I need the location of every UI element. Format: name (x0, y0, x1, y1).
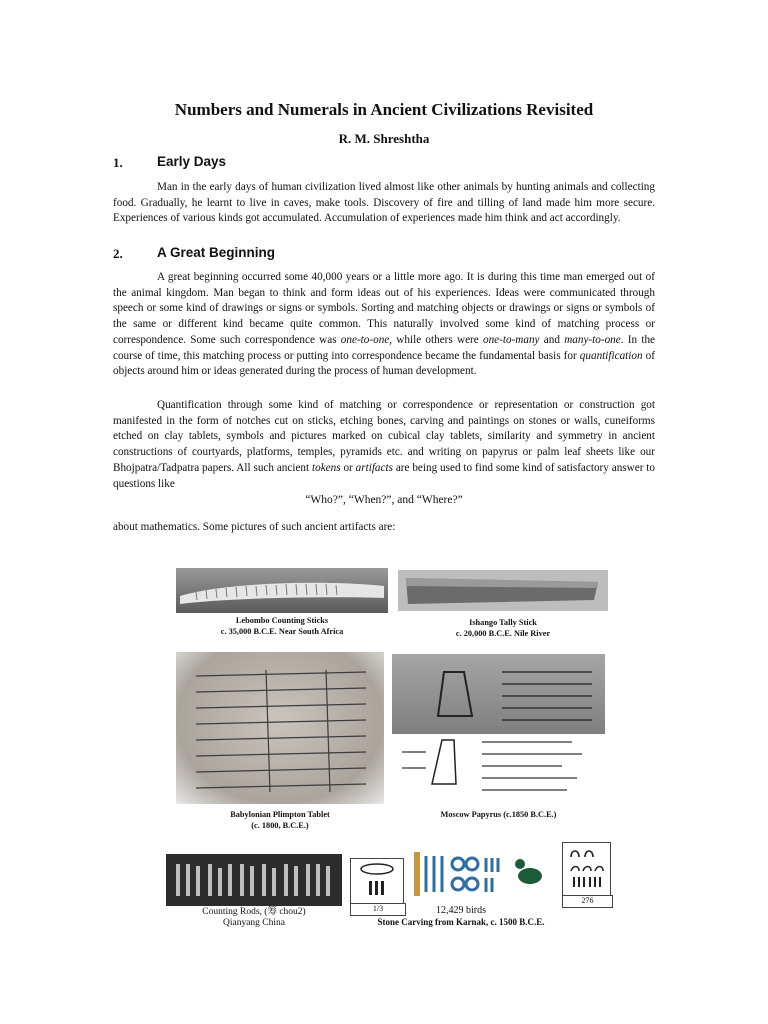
moscow-caption: Moscow Papyrus (c.1850 B.C.E.) (440, 810, 557, 819)
moscow-papyrus-transcription (392, 734, 605, 804)
section-1-heading: Early Days (157, 154, 227, 169)
section-1-paragraph: Man in the early days of human civilization lived almost like other animals by hunting animals and collecting food. Gradually, he learnt to live in caves, make tools. Discovery of fire and tilling of land made him more secure. Experiences of various kinds got accumulated. Accumulation of experiences made him think and act accordingly. (113, 181, 655, 225)
section-2-number: 2. (113, 246, 123, 261)
fraction-glyph-image (350, 858, 404, 904)
artifacts-intro: about mathematics. Some pictures of such ancient artifacts are: (113, 521, 396, 533)
karnak-hieroglyph-image (410, 846, 555, 902)
section-1-number: 1. (113, 155, 123, 170)
questions-line: “Who?”, “When?”, and “Where?” (305, 494, 463, 506)
plimpton-tablet-image (176, 652, 384, 804)
author-name: R. M. Shreshtha (338, 131, 430, 146)
section-2-paragraph-2: Quantification through some kind of matching or correspondence or representation or construction got manifested in the form of notches cut on sticks, etching bones, carving and paintings on stones or walls, cuneiforms etched on clay tablets, symbols and pictures marked on cubical clay tablets, similarity and symmetry in ancient constructions of courtyards, platforms, temples, pyramids etc. and writing on papyrus or palm leaf sheets like our Bhojpatra/Tadpatra papers. All such ancient tokens or artifacts are being used to find some kind of satisfactory answer to questions like (113, 399, 655, 490)
karnak-caption: 12,429 birds Stone Carving from Karnak, c. 1500 B.C.E. (377, 905, 545, 927)
number-label: 276 (562, 895, 613, 908)
section-2-heading: A Great Beginning (157, 245, 276, 260)
number-glyph-image (562, 842, 611, 896)
ishango-bone-image (398, 570, 608, 611)
counting-rods-caption: Counting Rods, (筹 chou2) Qianyang China (202, 907, 306, 928)
counting-rods-image (166, 854, 342, 906)
paper-title: Numbers and Numerals in Ancient Civilizations Revisited (174, 100, 594, 119)
lebombo-caption: Lebombo Counting Sticks c. 35,000 B.C.E. Near South Africa (220, 616, 344, 636)
lebombo-bone-image (176, 568, 388, 613)
ishango-caption: Ishango Tally Stick c. 20,000 B.C.E. Nile River (455, 618, 551, 638)
fraction-label: 1/3 (350, 903, 406, 916)
moscow-papyrus-photo (392, 654, 605, 734)
plimpton-caption: Babylonian Plimpton Tablet (c. 1800, B.C.E.) (230, 810, 330, 830)
section-2-paragraph-1: A great beginning occurred some 40,000 years or a little more ago. It is during this time man emerged out of the animal kingdom. Man began to think and form ideas out of his experiences. Ideas were communicated through speech or some kind of drawings or signs or symbols. Sorting and matching objects or drawings or signs or symbols of the same or different kind became quite common. This naturally involved some kind of matching process or correspondence. Some such correspondence was one-to-one, while others were one-to-many and many-to-one. In the course of time, this matching process or putting into correspondence became the fundamental basis for quantification of objects around him or ideas generated during the process of human development. (113, 271, 656, 378)
